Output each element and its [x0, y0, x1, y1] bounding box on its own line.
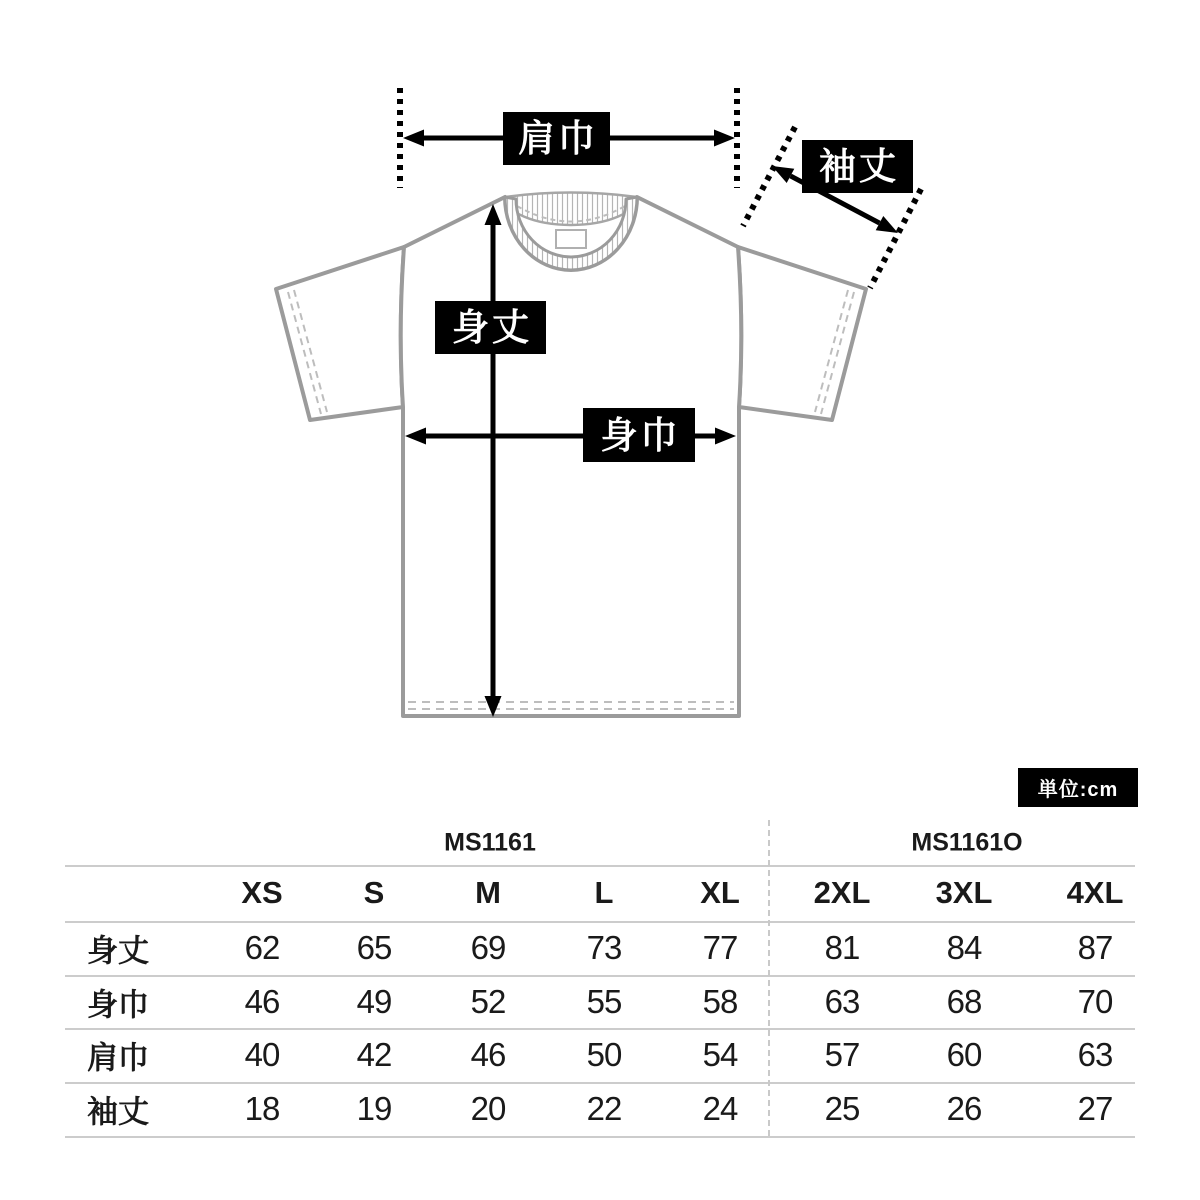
cell-r2-c5: 57: [824, 1036, 860, 1073]
left-sleeve: [276, 247, 404, 420]
size-col-M: M: [475, 875, 501, 910]
table-group-divider: [768, 820, 770, 1136]
unit-badge: 単位:cm: [1018, 768, 1138, 807]
size-col-4XL: 4XL: [1066, 875, 1124, 910]
body-length-label: 身丈: [435, 301, 546, 354]
shoulder-width-label: 肩巾: [503, 112, 610, 165]
size-col-L: L: [594, 875, 614, 910]
cell-r0-c4: 77: [702, 929, 738, 966]
table-rule-4: [65, 1082, 1135, 1084]
cell-r3-c7: 27: [1077, 1090, 1113, 1127]
cell-r3-c4: 24: [702, 1090, 738, 1127]
table-rule-2: [65, 975, 1135, 977]
cell-r0-c5: 81: [824, 929, 860, 966]
product-code-1: MS1161O: [911, 828, 1023, 857]
cell-r2-c0: 40: [244, 1036, 280, 1073]
neck-tag: [556, 230, 586, 248]
sleeve-length-label: 袖丈: [802, 140, 913, 193]
cell-r2-c4: 54: [702, 1036, 738, 1073]
cell-r2-c1: 42: [356, 1036, 392, 1073]
cell-r3-c1: 19: [356, 1090, 392, 1127]
size-col-XS: XS: [241, 875, 283, 910]
row-label-1: 身巾: [87, 987, 149, 1022]
cell-r2-c6: 60: [946, 1036, 982, 1073]
right-sleeve: [738, 247, 866, 420]
cell-r1-c1: 49: [356, 982, 392, 1020]
size-col-XL: XL: [700, 875, 740, 910]
cell-r3-c2: 20: [470, 1090, 506, 1127]
cell-r2-c2: 46: [470, 1036, 506, 1073]
body-width-label: 身巾: [583, 408, 695, 462]
cell-r0-c6: 84: [946, 929, 982, 966]
cell-r0-c1: 65: [356, 929, 392, 966]
size-col-2XL: 2XL: [813, 875, 871, 910]
guide-dotted-sleeve-bottom: [870, 189, 921, 288]
cell-r1-c7: 70: [1077, 982, 1113, 1020]
table-rule-5: [65, 1136, 1135, 1138]
size-col-3XL: 3XL: [935, 875, 993, 910]
cell-r0-c2: 69: [470, 929, 506, 966]
cell-r3-c3: 22: [586, 1090, 622, 1127]
row-label-0: 身丈: [87, 933, 149, 969]
cell-r1-c3: 55: [586, 982, 622, 1020]
cell-r0-c0: 62: [244, 929, 280, 966]
cell-r2-c7: 63: [1077, 1036, 1113, 1073]
cell-r0-c3: 73: [586, 929, 622, 966]
cell-r0-c7: 87: [1077, 929, 1113, 966]
table-rule-1: [65, 921, 1135, 923]
cell-r2-c3: 50: [586, 1036, 622, 1073]
cell-r1-c5: 63: [824, 982, 860, 1020]
size-col-S: S: [363, 875, 385, 910]
cell-r1-c2: 52: [470, 982, 506, 1020]
table-rule-0: [65, 865, 1135, 867]
cell-r1-c4: 58: [702, 982, 738, 1020]
product-code-0: MS1161: [444, 828, 536, 857]
cell-r3-c0: 18: [244, 1090, 280, 1127]
table-rule-3: [65, 1028, 1135, 1030]
row-label-3: 袖丈: [87, 1094, 149, 1130]
cell-r3-c6: 26: [946, 1090, 982, 1127]
cell-r1-c6: 68: [946, 982, 982, 1020]
cell-r3-c5: 25: [824, 1090, 860, 1127]
row-label-2: 肩巾: [87, 1040, 149, 1076]
size-table: [65, 820, 1135, 1137]
cell-r1-c0: 46: [244, 982, 280, 1020]
